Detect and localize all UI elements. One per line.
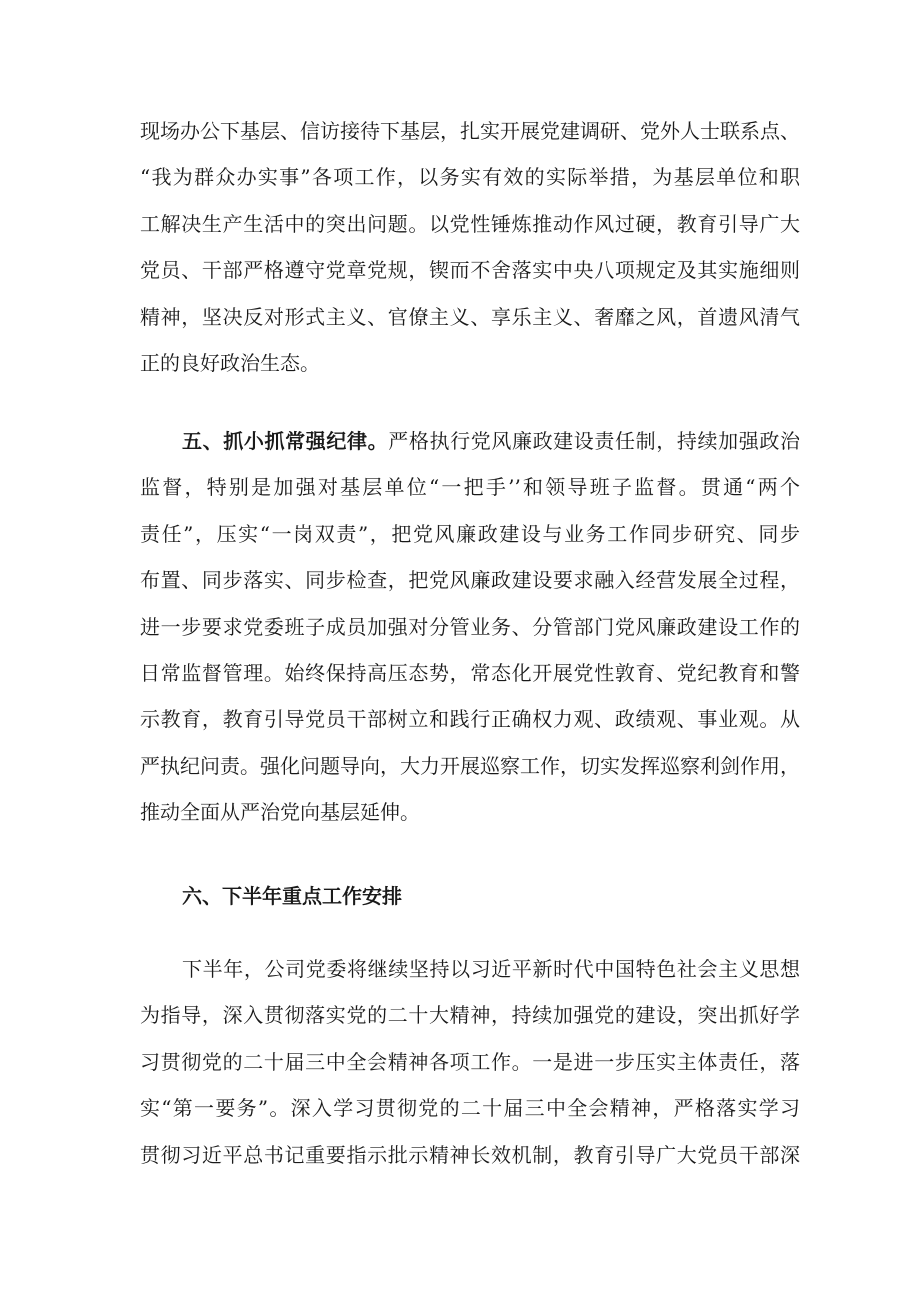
section-five-heading: 五、抓小抓常强纪律。 [182, 429, 389, 453]
section-six-heading: 六、下半年重点工作安排 [182, 884, 402, 908]
text-line: 推动全面从严治党向基层延伸。 [140, 800, 420, 825]
text-line-first [140, 418, 800, 464]
paragraph-second-half-plan [140, 946, 800, 1178]
text-line: 责任”，压实“一岗双责”，把党风廉政建设与业务工作同步研究、同步 [140, 521, 800, 546]
text-line-first: 下半年，公司党委将继续坚持以习近平新时代中国特色社会主义思想 [182, 957, 800, 981]
text-line: 日常监督管理。始终保持高压态势，常态化开展党性敦育、党纪教育和警 [140, 660, 800, 685]
text-line: 监督，特别是加强对基层单位“一把手’’和领导班子监督。贯通“两个 [140, 475, 800, 500]
text-line: 进一步要求党委班子成员加强对分管业务、分管部门党风廉政建设工作的 [140, 614, 800, 639]
text-line: 正的良好政治生态。 [140, 350, 320, 375]
text-line-rest: 严格执行党风廉政建设责任制，持续加强政治 [388, 429, 800, 453]
text-line: 党员、干部严格遵守党章党规，锲而不舍落实中央八项规定及其实施细则 [140, 258, 800, 283]
text-line: 严执纪问责。强化问题导向，大力开展巡察工作，切实发挥巡察利剑作用， [140, 753, 800, 778]
text-line: “我为群众办实事”各项工作，以务实有效的实际举措，为基层单位和职 [140, 165, 800, 190]
text-line: 工解决生产生活中的突出问题。以党性锤炼推动作风过硬，教育引导广大 [140, 211, 800, 236]
paragraph-work-style [140, 108, 800, 386]
text-line: 为指导，深入贯彻落实党的二十大精神，持续加强党的建设，突出抓好学 [140, 1003, 800, 1028]
paragraph-discipline [140, 418, 800, 836]
text-line: 贯彻习近平总书记重要指示批示精神长效机制，教育引导广大党员干部深 [140, 1142, 800, 1167]
text-line: 现场办公下基层、信访接待下基层，扎实开展党建调研、党外人士联系点、 [140, 119, 800, 143]
text-line: 示教育，教育引导党员干部树立和践行正确权力观、政绩观、事业观。从 [140, 707, 800, 732]
text-line: 习贯彻党的二十届三中全会精神各项工作。一是进一步压实主体责任，落 [140, 1049, 800, 1074]
text-line: 精神，坚决反对形式主义、官僚主义、享乐主义、奢靡之风，首遗风清气 [140, 304, 800, 329]
text-line: 布置、同步落实、同步检查，把党风廉政建设要求融入经营发展全过程， [140, 568, 800, 593]
text-line: 实“第一要务”。深入学习贯彻党的二十届三中全会精神，严格落实学习 [140, 1096, 800, 1121]
